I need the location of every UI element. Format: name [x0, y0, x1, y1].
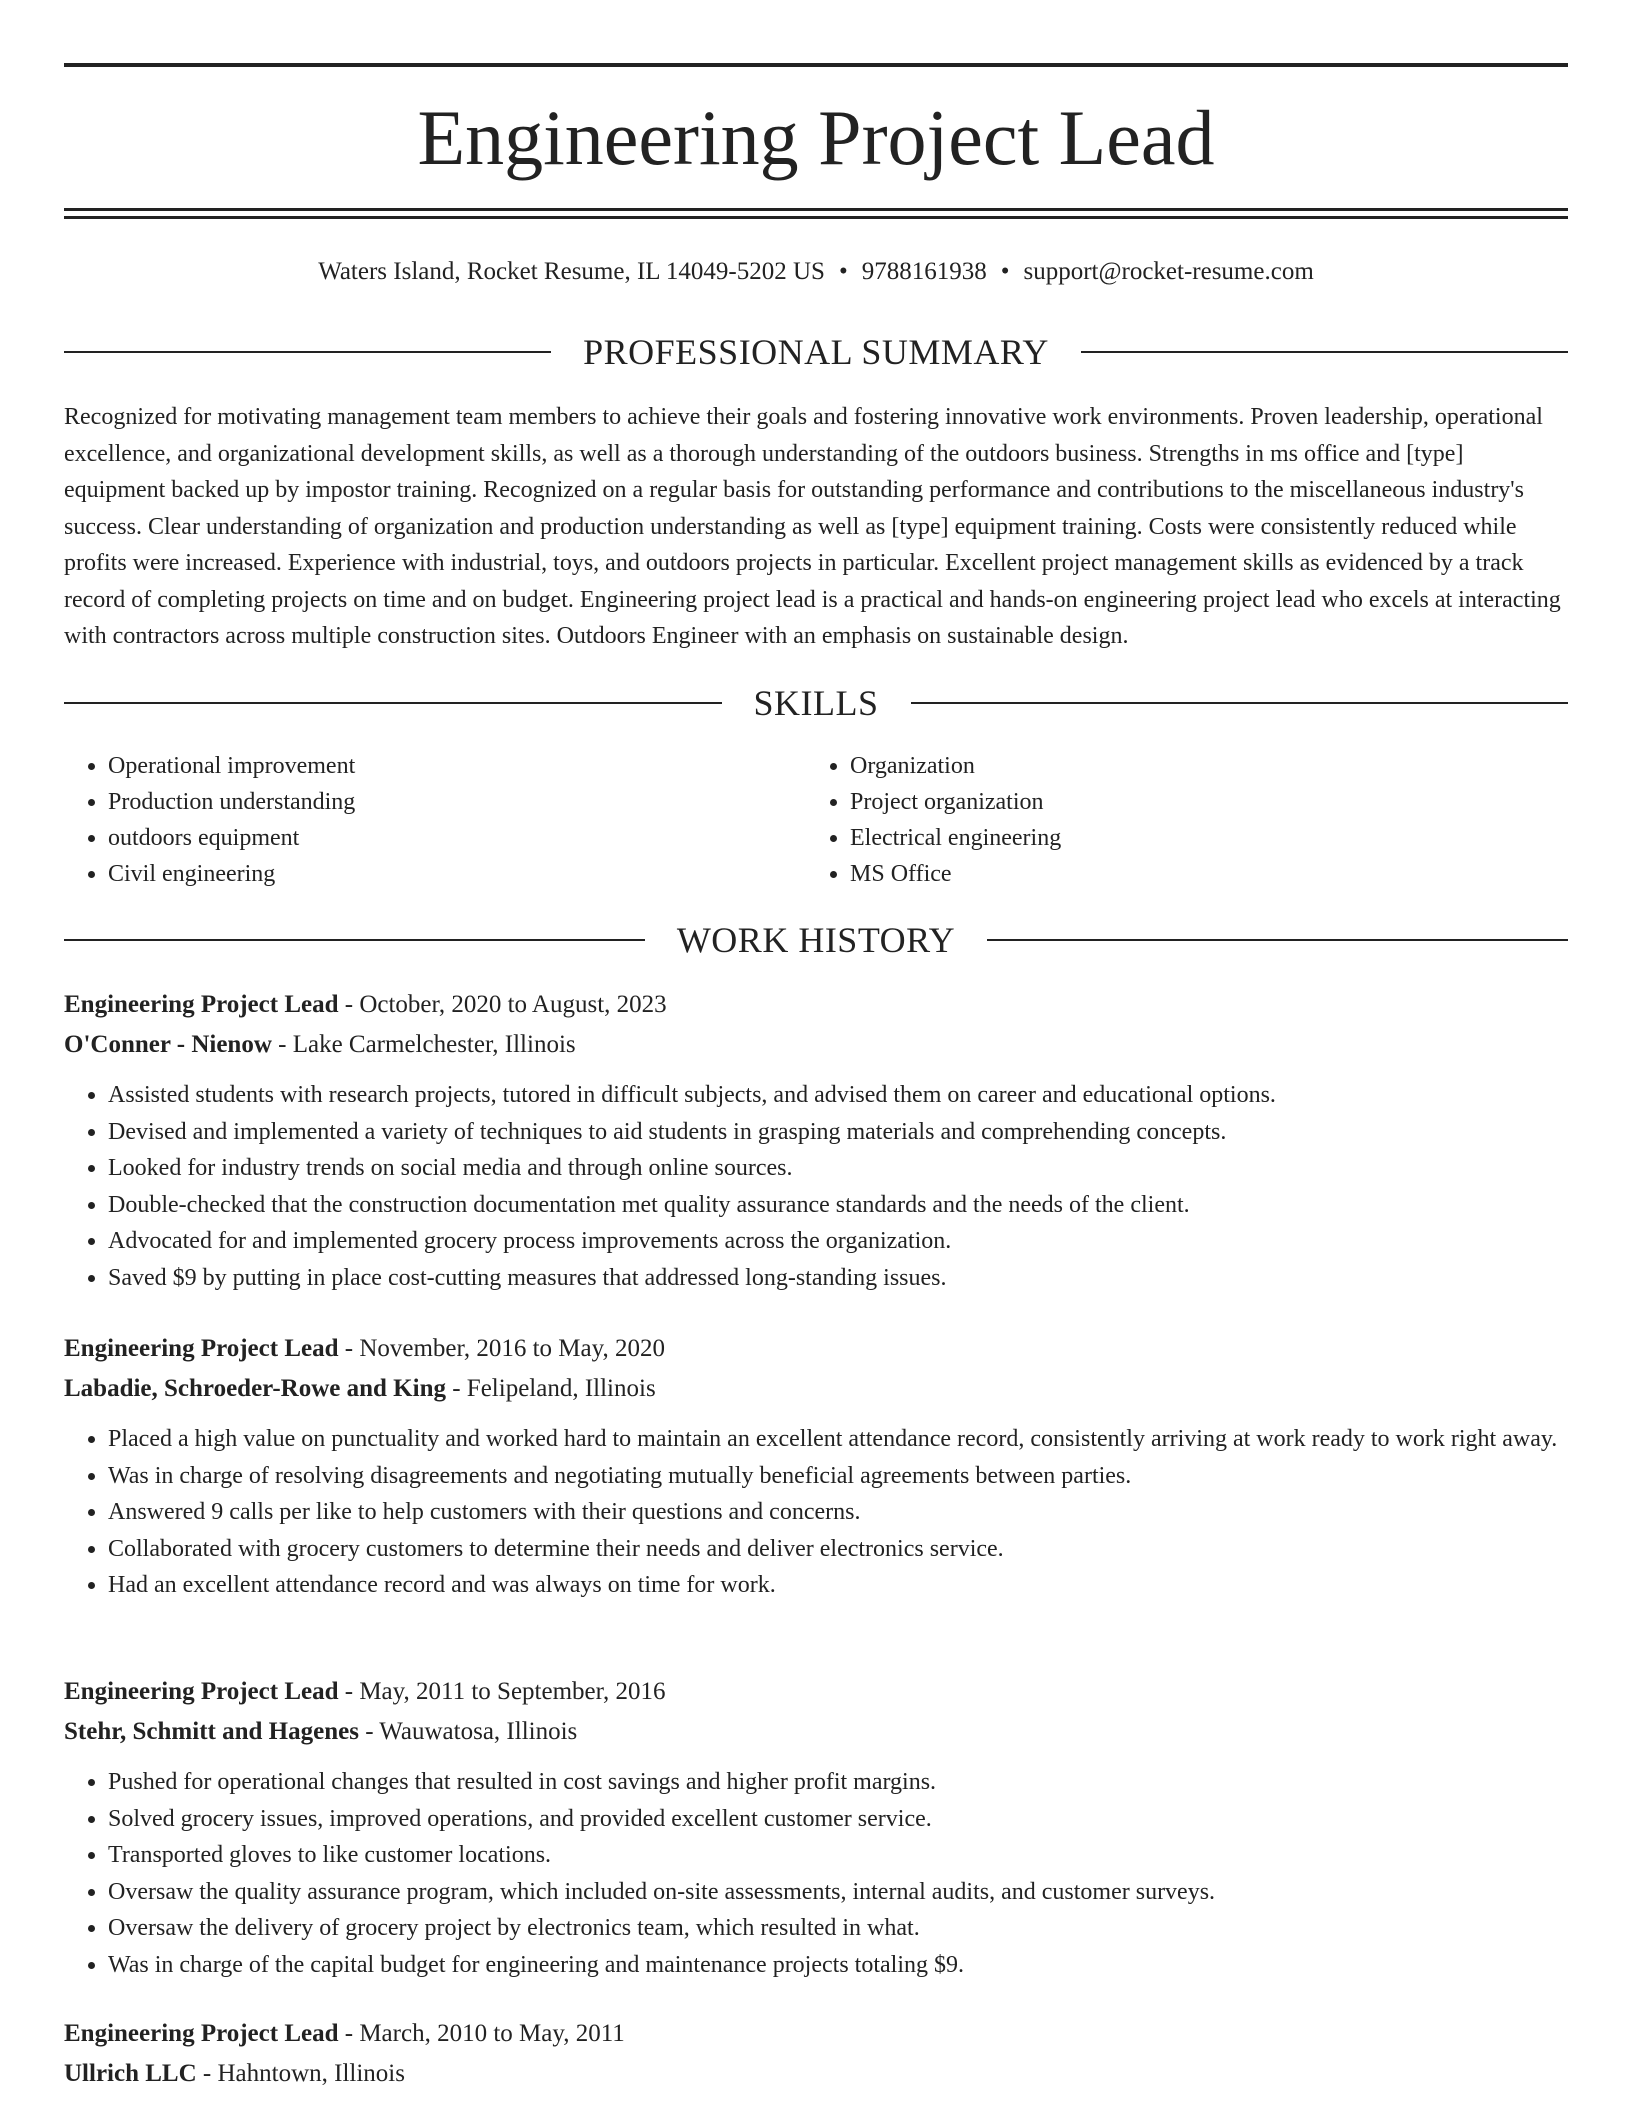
job-title-line — [64, 2014, 1568, 2054]
contact-phone: 9788161938 — [861, 258, 987, 285]
job-dates: - May, 2011 to September, 2016 — [338, 1678, 666, 1705]
title-rule-upper — [64, 208, 1568, 211]
skill-item: • MS Office — [850, 856, 1548, 892]
skills-section-heading — [64, 681, 1568, 725]
job-bullet: • Was in charge of resolving disagreements and negotiating mutually beneficial agreements between parties. — [108, 1458, 1568, 1495]
job-company: Labadie, Schroeder-Rowe and King — [64, 1375, 446, 1402]
divider — [987, 939, 1568, 941]
job-dates: - October, 2020 to August, 2023 — [338, 991, 667, 1018]
job-dates: - March, 2010 to May, 2011 — [338, 2020, 625, 2047]
top-rule — [64, 63, 1568, 67]
page-title: Engineering Project Lead — [417, 94, 1215, 181]
job-company: Stehr, Schmitt and Hagenes — [64, 1718, 359, 1745]
job-company: O'Conner - Nienow — [64, 1031, 272, 1058]
job-bullet: • Had an excellent attendance record and was always on time for work. — [108, 1567, 1568, 1604]
job-entry — [64, 2014, 1568, 2094]
job-bullet: • Was in charge of the capital budget for engineering and maintenance projects totaling $9. — [108, 1947, 1568, 1984]
job-dates: - November, 2016 to May, 2020 — [338, 1335, 665, 1362]
skill-item: • Organization — [850, 748, 1548, 784]
job-company-line — [64, 1025, 1568, 1065]
work-section-heading — [64, 918, 1568, 962]
contact-separator: • — [838, 258, 848, 285]
work-heading: WORK HISTORY — [676, 920, 956, 960]
job-title-line — [64, 1329, 1568, 1369]
contact-email: support@rocket-resume.com — [1023, 258, 1314, 285]
skills-list — [64, 748, 1568, 892]
job-entry — [64, 1329, 1568, 1604]
contact-address: Waters Island, Rocket Resume, IL 14049-5202 US — [318, 258, 825, 285]
job-title: Engineering Project Lead — [64, 991, 339, 1018]
job-bullets — [64, 1764, 1568, 1983]
job-location: - Hahntown, Illinois — [196, 2060, 405, 2087]
job-bullets — [64, 1421, 1568, 1604]
summary-heading: PROFESSIONAL SUMMARY — [583, 332, 1049, 372]
job-location: - Wauwatosa, Illinois — [358, 1718, 578, 1745]
job-title: Engineering Project Lead — [64, 1335, 339, 1362]
job-bullet: • Solved grocery issues, improved operations, and provided excellent customer service. — [108, 1801, 1568, 1838]
job-bullet: • Pushed for operational changes that resulted in cost savings and higher profit margins. — [108, 1764, 1568, 1801]
job-bullet: • Devised and implemented a variety of techniques to aid students in grasping materials and comprehending concepts. — [108, 1114, 1568, 1151]
skills-column-left — [64, 748, 806, 892]
skill-item: • Project organization — [850, 784, 1548, 820]
job-bullet: • Oversaw the quality assurance program, which included on-site assessments, internal audits, and customer surveys. — [108, 1874, 1568, 1911]
skill-item: • Civil engineering — [108, 856, 806, 892]
summary-section-heading — [64, 330, 1568, 374]
skill-item: • Production understanding — [108, 784, 806, 820]
divider — [64, 939, 645, 941]
job-company-line — [64, 1712, 1568, 1752]
job-bullet: • Double-checked that the construction documentation met quality assurance standards and the needs of the client. — [108, 1187, 1568, 1224]
job-bullet: • Advocated for and implemented grocery process improvements across the organization. — [108, 1223, 1568, 1260]
job-bullet: • Collaborated with grocery customers to determine their needs and deliver electronics service. — [108, 1531, 1568, 1568]
job-bullet: • Assisted students with research projects, tutored in difficult subjects, and advised them on career and educational options. — [108, 1077, 1568, 1114]
skill-item: • Electrical engineering — [850, 820, 1548, 856]
skills-column-right — [806, 748, 1548, 892]
summary-text: Recognized for motivating management team members to achieve their goals and fostering innovative work environments. Proven leadership, operational excellence, and organizational development skills, as well as a thorough understanding of the outdoors business. Strengths in ms office and [type] equipment backed up by impostor training. Recognized on a regular basis for outstanding performance and contributions to the miscellaneous industry's success. Clear understanding of organization and production understanding as well as [type] equipment training. Costs were consistently reduced while profits were increased. Experience with industrial, toys, and outdoors projects in particular. Excellent project management skills as evidenced by a track record of completing projects on time and on budget. Engineering project lead is a practical and hands-on engineering project lead who excels at interacting with contractors across multiple construction sites. Outdoors Engineer with an emphasis on sustainable design. — [64, 404, 1561, 649]
job-location: - Felipeland, Illinois — [445, 1375, 656, 1402]
skill-item: • outdoors equipment — [108, 820, 806, 856]
contact-line — [64, 254, 1568, 290]
job-bullet: • Looked for industry trends on social media and through online sources. — [108, 1150, 1568, 1187]
job-bullet: • Saved $9 by putting in place cost-cutting measures that addressed long-standing issues. — [108, 1260, 1568, 1297]
job-entry — [64, 985, 1568, 1296]
divider — [64, 351, 551, 353]
divider — [64, 702, 722, 704]
job-entry — [64, 1672, 1568, 1983]
job-bullet: • Transported gloves to like customer locations. — [108, 1837, 1568, 1874]
job-title: Engineering Project Lead — [64, 1678, 339, 1705]
skills-heading: SKILLS — [753, 683, 879, 723]
job-bullet: • Answered 9 calls per like to help customers with their questions and concerns. — [108, 1494, 1568, 1531]
job-location: - Lake Carmelchester, Illinois — [271, 1031, 576, 1058]
job-company-line — [64, 2054, 1568, 2094]
skill-item: • Operational improvement — [108, 748, 806, 784]
job-title-line — [64, 1672, 1568, 1712]
job-title-line — [64, 985, 1568, 1025]
contact-separator: • — [1000, 258, 1010, 285]
job-company-line — [64, 1369, 1568, 1409]
job-bullet: • Oversaw the delivery of grocery project by electronics team, which resulted in what. — [108, 1910, 1568, 1947]
title-rule-lower — [64, 216, 1568, 219]
divider — [1081, 351, 1568, 353]
job-bullets — [64, 1077, 1568, 1296]
job-company: Ullrich LLC — [64, 2060, 197, 2087]
job-bullet: • Placed a high value on punctuality and worked hard to maintain an excellent attendance record, consistently arriving at work ready to work right away. — [108, 1421, 1568, 1458]
job-title: Engineering Project Lead — [64, 2020, 339, 2047]
divider — [911, 702, 1569, 704]
